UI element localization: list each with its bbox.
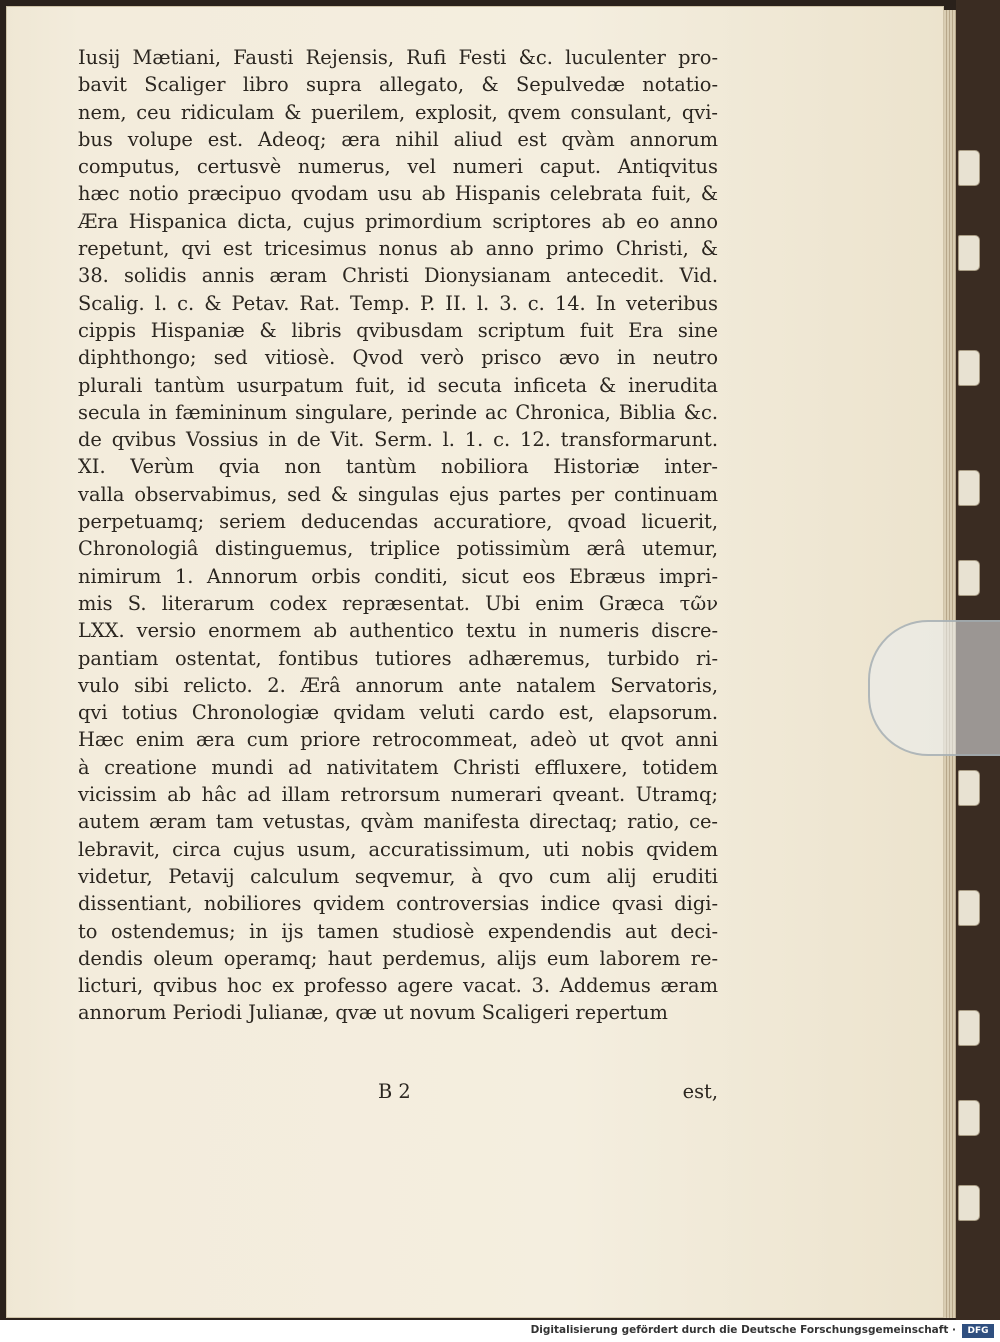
page-tab	[958, 470, 980, 506]
text-line: 38. solidis annis æram Christi Dionysianam antecedit. Vid.	[78, 264, 718, 288]
text-line: bus volupe est. Adeoq; æra nihil aliud est qvàm annorum	[78, 127, 718, 151]
funding-credit: Digitalisierung gefördert durch die Deutsche Forschungsgemeinschaft ·	[530, 1324, 956, 1336]
page-tab	[958, 350, 980, 386]
page-tab	[958, 770, 980, 806]
text-line: pantiam ostentat, fontibus tutiores adhæremus, turbido ri-	[78, 646, 718, 670]
text-line: vulo sibi relicto. 2. Ærâ annorum ante natalem Servatoris,	[78, 673, 718, 697]
text-line: annorum Periodi Julianæ, qvæ ut novum Scaligeri repertum	[78, 1001, 668, 1025]
text-line: plurali tantùm usurpatum fuit, id secuta inficeta & inerudita	[78, 373, 718, 397]
text-line: perpetuamq; seriem deducendas accuratiore, qvoad licuerit,	[78, 510, 718, 534]
text-line: valla observabimus, sed & singulas ejus partes per continuam	[78, 482, 718, 506]
text-line: vicissim ab hâc ad illam retrorsum numerari qveant. Utramq;	[78, 783, 718, 807]
text-line: Æra Hispanica dicta, cujus primordium scriptores ab eo anno	[78, 209, 718, 233]
signature-mark: B 2	[378, 1080, 411, 1103]
page-tab	[958, 890, 980, 926]
text-line: computus, certusvè numerus, vel numeri caput. Antiqvitus	[78, 155, 718, 179]
text-line: autem æram tam vetustas, qvàm manifesta directaq; ratio, ce-	[78, 810, 718, 834]
text-line: Hæc enim æra cum priore retrocommeat, adeò ut qvot anni	[78, 728, 718, 752]
page-tab	[958, 1185, 980, 1221]
footer-bar	[0, 1320, 1000, 1342]
text-line: à creatione mundi ad nativitatem Christi effluxere, totidem	[78, 755, 718, 779]
text-line: to ostendemus; in ijs tamen studiosè expendendis aut deci-	[78, 919, 718, 943]
text-line: secula in fæmininum singulare, perinde ac Chronica, Biblia &c.	[78, 400, 718, 424]
text-line: XI. Verùm qvia non tantùm nobiliora Historiæ inter-	[78, 455, 718, 479]
text-line: LXX. versio enormem ab authentico textu in numeris discre-	[78, 619, 718, 643]
body-text	[78, 44, 718, 1027]
text-line: licturi, qvibus hoc ex professo agere vacat. 3. Addemus æram	[78, 974, 718, 998]
text-line: nimirum 1. Annorum orbis conditi, sicut eos Ebræus impri-	[78, 564, 718, 588]
text-line: hæc notio præcipuo qvodam usu ab Hispanis celebrata fuit, &	[78, 182, 718, 206]
text-line: diphthongo; sed vitiosè. Qvod verò prisco ævo in neutro	[78, 346, 718, 370]
page-tab	[958, 150, 980, 186]
page-tab	[958, 1100, 980, 1136]
text-line: bavit Scaliger libro supra allegato, & Sepulvedæ notatio-	[78, 73, 718, 97]
page-tab	[958, 235, 980, 271]
text-line: Iusij Mætiani, Fausti Rejensis, Rufi Festi &c. luculenter pro-	[78, 46, 718, 69]
page-foot	[78, 1080, 718, 1108]
text-line: lebravit, circa cujus usum, accuratissimum, uti nobis qvidem	[78, 837, 718, 861]
text-line: dendis oleum operamq; haut perdemus, alijs eum laborem re-	[78, 946, 718, 970]
text-line: qvi totius Chronologiæ qvidam veluti cardo est, elapsorum.	[78, 701, 718, 725]
text-line: de qvibus Vossius in de Vit. Serm. l. 1. c. 12. transformarunt.	[78, 428, 718, 452]
text-line: nem, ceu ridiculam & puerilem, explosit, qvem consulant, qvi-	[78, 100, 718, 124]
text-line: mis S. literarum codex repræsentat. Ubi enim Græca τῶν	[78, 591, 718, 615]
catchword: est,	[682, 1080, 718, 1103]
text-line: dissentiant, nobiliores qvidem controversias indice qvasi digi-	[78, 892, 718, 916]
text-line: cippis Hispaniæ & libris qvibusdam scriptum fuit Era sine	[78, 318, 718, 342]
text-line: repetunt, qvi est tricesimus nonus ab anno primo Christi, &	[78, 237, 718, 261]
page-tab	[958, 560, 980, 596]
text-line: Chronologiâ distinguemus, triplice potissimùm ærâ utemur,	[78, 537, 718, 561]
text-line: Scalig. l. c. & Petav. Rat. Temp. P. II. l. 3. c. 14. In veteribus	[78, 291, 718, 315]
plastic-clip	[868, 620, 1000, 756]
page-tab	[958, 1010, 980, 1046]
text-line: videtur, Petavij calculum seqvemur, à qvo cum alij eruditi	[78, 864, 718, 888]
dfg-logo: DFG	[962, 1324, 994, 1338]
